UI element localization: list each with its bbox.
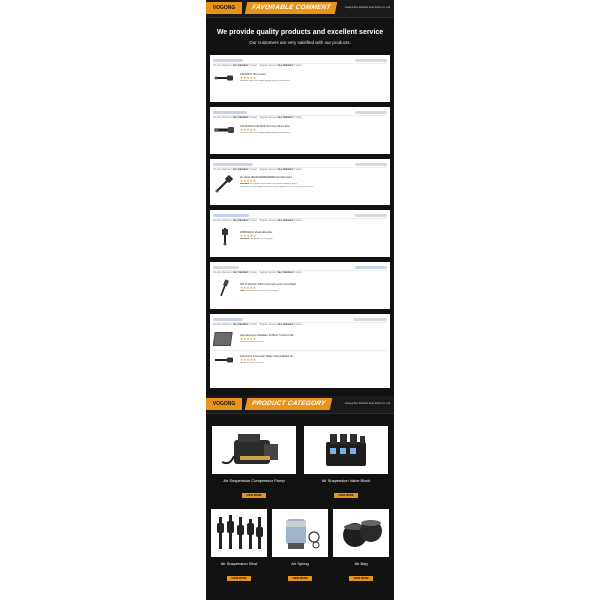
reviewer-row — [213, 161, 387, 168]
category-label: Air Suspension Compressor Pump — [223, 478, 285, 483]
category-card[interactable] — [333, 509, 389, 584]
blurred-date — [355, 163, 387, 166]
compressor-pump-icon[interactable] — [212, 426, 296, 474]
view-more-button[interactable]: VIEW MORE — [334, 493, 357, 498]
product-name[interactable]: A2F39270 strut mount — [240, 73, 266, 76]
product-name[interactable]: Aluminium Intercooler Water Tank Radiator for... — [240, 355, 296, 358]
review-ratings: On-time Shipment: Very Satisfied (5 stars) Supplier Service: Very Satisfied (5 stars) — [213, 220, 302, 222]
category-label: Air Spring — [291, 561, 309, 566]
shock-absorber-icon — [213, 123, 237, 137]
review-comment-extra: In general, the total good experience with supplier thank's for your good service — [240, 185, 313, 188]
valve-block-icon[interactable] — [304, 426, 388, 474]
rating-stars: ★★★★★ — [240, 234, 257, 238]
reviewer-row — [213, 109, 387, 116]
view-more-button[interactable]: VIEW MORE — [242, 493, 265, 498]
view-more-button[interactable]: VIEW MORE — [349, 576, 372, 581]
category-label: Air Bag — [354, 561, 368, 566]
reviewer-row — [213, 264, 387, 271]
blurred-reviewer — [213, 59, 243, 62]
radiator-icon — [213, 330, 237, 348]
reviewer-row — [213, 316, 387, 323]
review-card — [210, 55, 390, 102]
review-comment: Arrived in perfect condition — [240, 341, 265, 343]
blurred-reviewer — [213, 214, 249, 217]
blurred-date — [355, 59, 387, 62]
review-comment: excellent seller fast shipping good quality trusted parts — [240, 132, 290, 134]
rating-stars: ★★★★★ — [240, 76, 257, 80]
category-label: Air Suspension Strut — [220, 561, 258, 566]
reviewer-row — [213, 212, 387, 219]
category-card[interactable] — [212, 426, 296, 501]
company-name: Guangzhou Weibian Auto Parts Co.,Ltd — [344, 6, 390, 9]
intro-subhead: Our customers are very satisfied with our products. — [249, 40, 351, 45]
section-title: PRODUCT CATEGORY — [245, 398, 333, 410]
favorable-comment-banner — [206, 0, 394, 18]
review-ratings: On-time Shipment: Very Satisfied (5 stars) Supplier Service: Very Satisfied (5 stars) — [213, 324, 302, 326]
blurred-reviewer — [213, 266, 239, 269]
strut-icon — [213, 71, 237, 85]
review-ratings: On-time Shipment: Very Satisfied (5 stars) Supplier Service: Very Satisfied (5 stars) — [213, 117, 302, 119]
product-category-banner — [206, 396, 394, 414]
brand-logo: VOGONG — [206, 398, 242, 410]
review-product[interactable] — [213, 123, 387, 137]
review-list — [206, 55, 394, 388]
blurred-date — [355, 214, 387, 217]
review-card — [210, 210, 390, 257]
air-spring-icon[interactable] — [272, 509, 328, 557]
strut-icon — [213, 353, 237, 367]
rating-stars: ★★★★★ — [240, 358, 257, 362]
view-more-button[interactable]: VIEW MORE — [288, 576, 311, 581]
review-ratings: On-time Shipment: Very Satisfied (5 stars) Supplier Service: Very Satisfied (5 stars) — [213, 272, 302, 274]
review-card — [210, 262, 390, 309]
review-comment: Excellent the supplier very helpful the product quality is good — [240, 182, 297, 185]
product-name[interactable]: 2213204513 2213204713 Front Shock Abs... — [240, 125, 292, 128]
category-card[interactable] — [211, 509, 267, 584]
rating-stars: ★★★★★ — [240, 178, 257, 183]
rating-stars: ★★★★★ — [240, 128, 257, 132]
review-product[interactable] — [213, 175, 387, 189]
section-title: FAVORABLE COMMENT — [245, 2, 338, 14]
air-shock-icon — [213, 175, 237, 189]
intro-headline: We provide quality products and excellent service — [216, 29, 384, 36]
blurred-date — [355, 266, 387, 269]
suspension-strut-icon[interactable] — [211, 509, 267, 557]
blurred-date — [353, 318, 387, 321]
category-grid-large — [206, 426, 394, 501]
blurred-reviewer — [213, 318, 243, 321]
category-label: Air Suspension Valve Block — [321, 478, 371, 483]
blurred-reviewer — [213, 111, 247, 114]
review-product[interactable] — [213, 226, 387, 246]
view-more-button[interactable]: VIEW MORE — [227, 576, 250, 581]
shocker-icon — [213, 278, 237, 298]
blurred-date — [355, 111, 387, 114]
category-grid-small — [206, 509, 394, 584]
reviewer-row — [213, 57, 387, 64]
product-name[interactable]: Auto Aluminum Radiator for Benz S Series W2... — [240, 334, 296, 337]
review-comment: excellent seller fast shipping good quality trusted parts — [240, 80, 290, 82]
review-product[interactable] — [213, 330, 387, 348]
review-card — [210, 159, 390, 205]
rating-stars: ★★★★★ — [240, 337, 257, 341]
product-name[interactable]: air shock 2E2323ID2820AB06 front left and ri... — [240, 175, 295, 179]
review-product[interactable] — [213, 71, 387, 85]
product-detail-page — [206, 0, 394, 600]
review-comment: LIKE It had mainly product - fast shipping — [240, 290, 279, 292]
review-comment: Arrived in perfect condition — [240, 362, 265, 364]
category-card[interactable] — [304, 426, 388, 501]
air-bag-icon[interactable] — [333, 509, 389, 557]
review-ratings: On-time Shipment: Very Satisfied (5 stars) Supplier Service: Very Satisfied (5 stars) — [213, 169, 302, 171]
product-name[interactable]: 204 S Shocker 300C Front left Lexus Front Right — [240, 283, 297, 286]
review-card — [210, 314, 390, 388]
review-comment: Excellent The product is very good — [240, 238, 273, 240]
brand-logo: VOGONG — [206, 2, 242, 14]
review-product[interactable] — [213, 350, 387, 367]
product-name[interactable]: W639 E0C1 shock absorber — [240, 231, 273, 234]
category-card[interactable] — [272, 509, 328, 584]
shock-absorber-icon — [213, 226, 237, 246]
review-ratings: On-time Shipment: Very Satisfied (5 stars) Supplier Service: Very Satisfied (5 stars) — [213, 65, 302, 67]
blurred-reviewer — [213, 163, 253, 166]
review-card — [210, 107, 390, 154]
rating-stars: ★★★★★ — [240, 286, 257, 290]
company-name: Guangzhou Weibian Auto Parts Co.,Ltd — [344, 402, 390, 405]
review-product[interactable] — [213, 278, 387, 298]
